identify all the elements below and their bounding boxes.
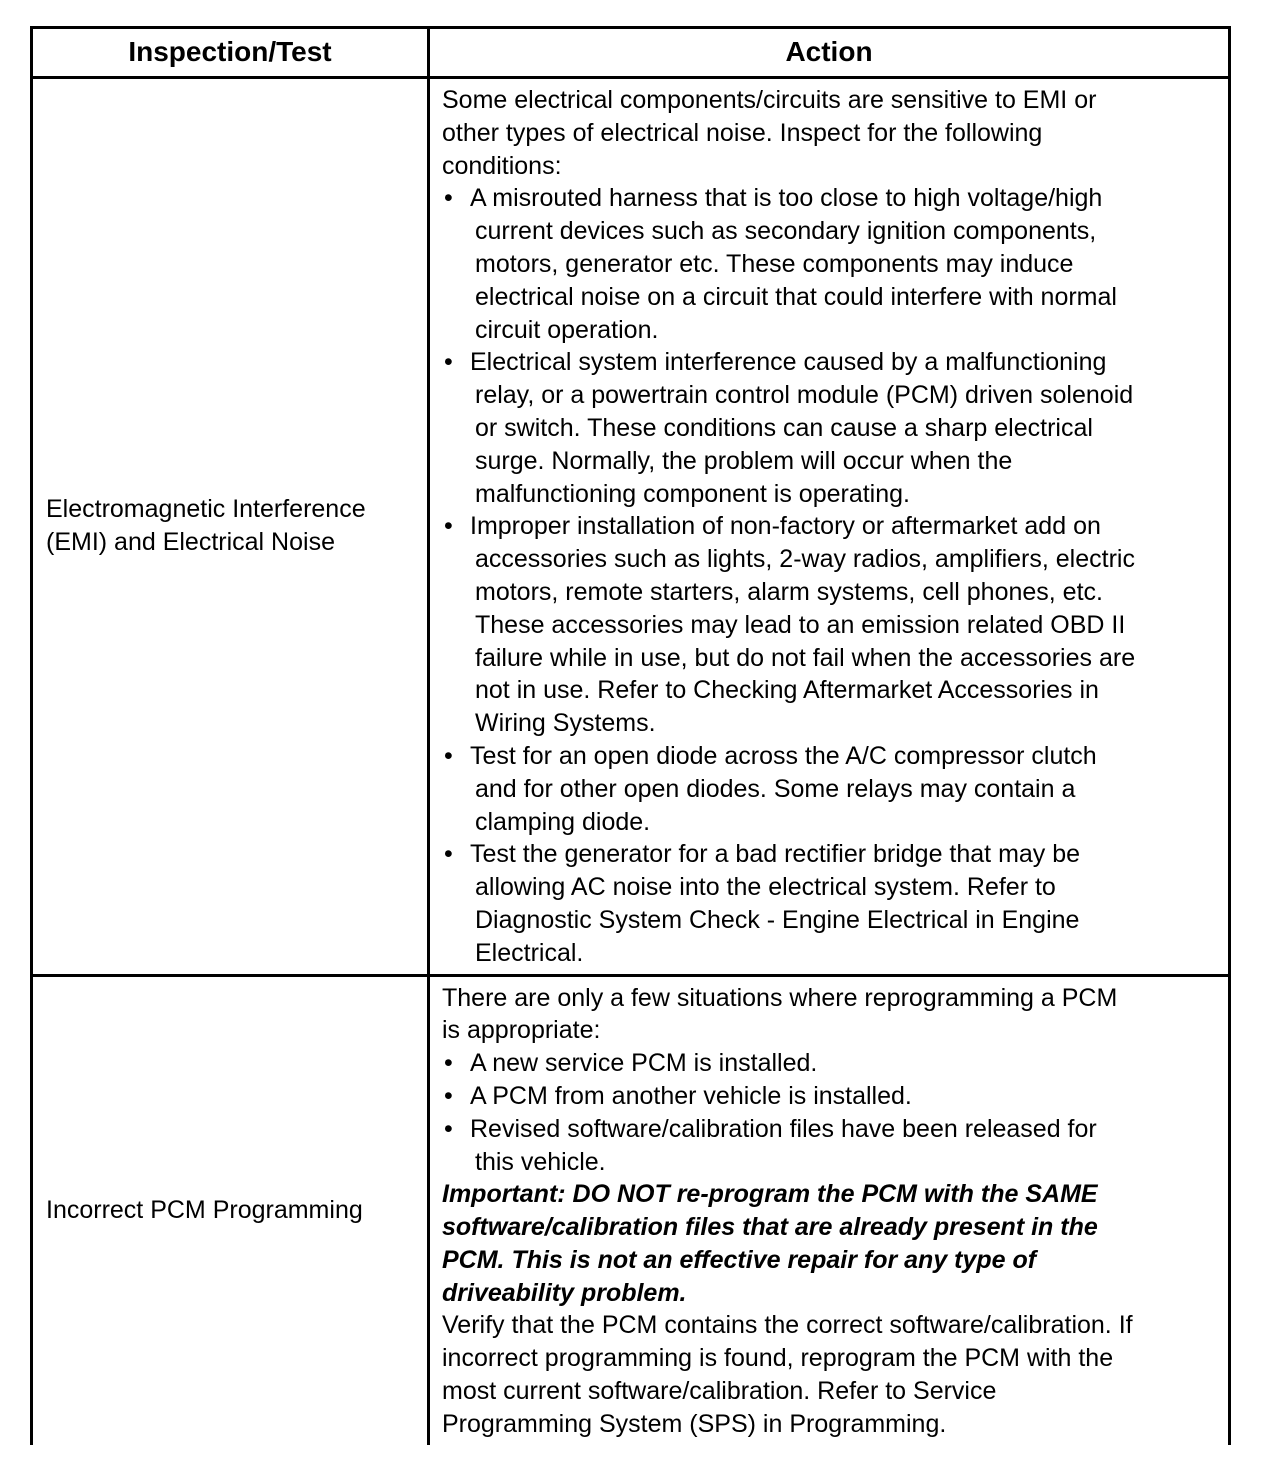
bullet-text <box>470 838 1080 969</box>
text-line: Programming System (SPS) in Programming. <box>442 1409 947 1438</box>
text-line: current devices such as secondary ignition components, <box>475 217 1097 246</box>
bullet-text <box>470 510 1135 740</box>
paragraph <box>442 982 1218 1048</box>
text-line: relay, or a powertrain control module (PCM) driven solenoid <box>475 381 1134 410</box>
text-line: A PCM from another vehicle is installed. <box>470 1081 912 1110</box>
text-line: Wiring Systems. <box>475 709 656 738</box>
bullet-icon: • <box>444 1081 453 1110</box>
bullet-icon: • <box>444 184 453 213</box>
text-line: circuit operation. <box>475 315 659 344</box>
text-line: Electrical system interference caused by a malfunctioning <box>470 348 1107 377</box>
text-line: or switch. These conditions can cause a sharp electrical <box>475 413 1093 442</box>
text-line: Important: DO NOT re-program the PCM with the SAME <box>442 1180 1098 1209</box>
text-line: most current software/calibration. Refer to Service <box>442 1377 997 1406</box>
bullet-item <box>442 838 1218 969</box>
text-line: and for other open diodes. Some relays may contain a <box>475 774 1076 803</box>
text-line: A misrouted harness that is too close to high voltage/high <box>470 184 1103 213</box>
table-header-row <box>30 29 1231 79</box>
bullet-item <box>442 182 1218 346</box>
bullet-icon: • <box>444 1114 453 1143</box>
text-line: failure while in use, but do not fail when the accessories are <box>475 643 1136 672</box>
text-line: clamping diode. <box>475 807 651 836</box>
important-note <box>442 1178 1218 1309</box>
text-line: These accessories may lead to an emission related OBD II <box>475 610 1126 639</box>
paragraph <box>442 1309 1218 1440</box>
bullet-text <box>470 1047 817 1080</box>
text-line: other types of electrical noise. Inspect for the following <box>442 118 1043 147</box>
text-line: Some electrical components/circuits are sensitive to EMI or <box>442 86 1097 114</box>
header-inspection-test: Inspection/Test <box>33 29 430 76</box>
inspection-test-text <box>46 1194 363 1227</box>
text-line: incorrect programming is found, reprogram the PCM with the <box>442 1344 1114 1373</box>
text-line: motors, generator etc. These components may induce <box>475 249 1074 278</box>
text-line: Incorrect PCM Programming <box>46 1196 363 1225</box>
text-line: PCM. This is not an effective repair for any type of <box>442 1245 1037 1274</box>
text-line: not in use. Refer to Checking Aftermarket Accessories in <box>475 676 1099 705</box>
bullet-item <box>442 1080 1218 1113</box>
text-line: Revised software/calibration files have been released for <box>470 1114 1097 1143</box>
text-line: Improper installation of non-factory or aftermarket add on <box>470 512 1101 541</box>
text-line: driveability problem. <box>442 1278 687 1307</box>
text-line: conditions: <box>442 151 562 180</box>
text-line: A new service PCM is installed. <box>470 1049 818 1078</box>
text-line: malfunctioning component is operating. <box>475 479 910 508</box>
text-line: surge. Normally, the problem will occur when the <box>475 446 1013 475</box>
text-line: Test the generator for a bad rectifier bridge that may be <box>470 840 1081 869</box>
inspection-test-cell <box>33 977 430 1445</box>
bullet-text <box>470 1080 912 1113</box>
table-row <box>30 79 1231 977</box>
bullet-item <box>442 346 1218 510</box>
diagnostic-table <box>30 26 1231 1445</box>
text-line: allowing AC noise into the electrical system. Refer to <box>475 873 1056 902</box>
text-line: is appropriate: <box>442 1016 601 1045</box>
header-action: Action <box>785 36 873 68</box>
text-line: Test for an open diode across the A/C compressor clutch <box>470 741 1097 770</box>
bullet-icon: • <box>444 1049 453 1078</box>
bullet-text <box>470 740 1097 838</box>
inspection-test-cell <box>33 79 430 974</box>
text-line: motors, remote starters, alarm systems, cell phones, etc. <box>475 577 1103 606</box>
inspection-test-text <box>46 493 366 559</box>
bullet-text <box>470 182 1117 346</box>
text-line: Electrical. <box>475 938 584 967</box>
bullet-icon: • <box>444 512 453 541</box>
bullet-item <box>442 1113 1218 1179</box>
bullet-text <box>470 346 1133 510</box>
action-cell <box>430 977 1228 1445</box>
bullet-item <box>442 510 1218 740</box>
text-line: Electromagnetic Interference <box>46 495 366 524</box>
bullet-item <box>442 740 1218 838</box>
text-line: Verify that the PCM contains the correct software/calibration. If <box>442 1311 1133 1340</box>
text-line: (EMI) and Electrical Noise <box>46 528 335 557</box>
bullet-icon: • <box>444 348 453 377</box>
text-line: this vehicle. <box>475 1147 606 1176</box>
text-line: software/calibration files that are already present in the <box>442 1213 1098 1242</box>
bullet-icon: • <box>444 840 453 869</box>
bullet-text <box>470 1113 1097 1179</box>
paragraph <box>442 84 1218 182</box>
table-row <box>30 977 1231 1445</box>
text-line: electrical noise on a circuit that could interfere with normal <box>475 282 1117 311</box>
action-cell <box>430 79 1228 974</box>
text-line: Diagnostic System Check - Engine Electrical in Engine <box>475 905 1080 934</box>
text-line: There are only a few situations where reprogramming a PCM <box>442 983 1118 1012</box>
text-line: accessories such as lights, 2-way radios, amplifiers, electric <box>475 545 1135 574</box>
bullet-item <box>442 1047 1218 1080</box>
bullet-icon: • <box>444 741 453 770</box>
